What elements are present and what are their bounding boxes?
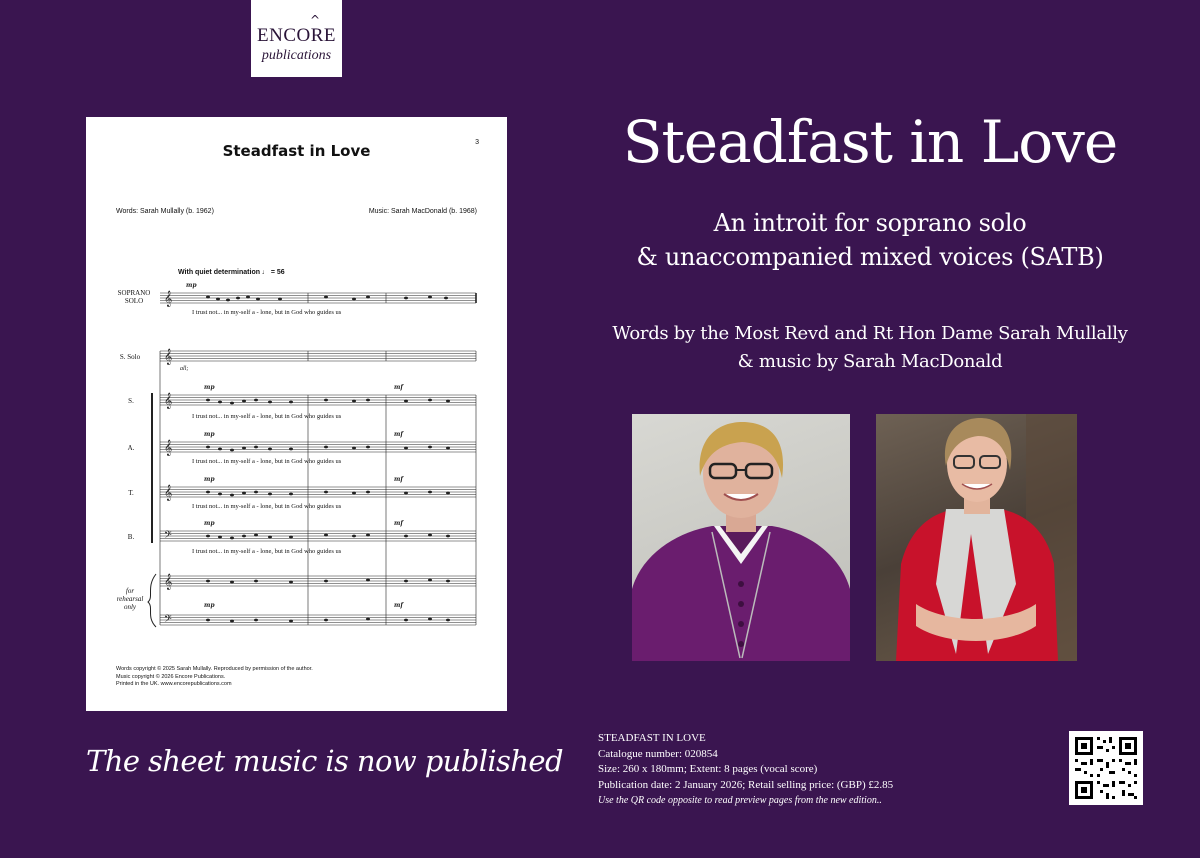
publication-info [598, 731, 893, 809]
svg-text:𝄞: 𝄞 [164, 574, 173, 590]
voice-label-alto: A. [127, 444, 135, 452]
lyrics-line: I trust not... in my-self a - lone, but in God who guides us [192, 458, 342, 465]
svg-text:mp: mp [204, 520, 215, 527]
bishop-portrait-illustration [632, 414, 850, 661]
qr-code-icon[interactable] [1069, 731, 1143, 805]
logo-name: ENCORE [257, 25, 336, 46]
voice-label-tenor: T. [128, 489, 134, 497]
svg-text:𝄢: 𝄢 [164, 613, 172, 627]
copyright-notice: Words copyright © 2025 Sarah Mullally. Reproduced by permission of the author. Music copyright © 2026 Encore Publications. Printed in the UK. www.encorepublications.com [116, 666, 313, 687]
svg-text:mp: mp [204, 602, 215, 609]
portrait-photo-composer [876, 414, 1077, 661]
svg-text:mp: mp [204, 384, 215, 391]
svg-text:𝄞: 𝄞 [164, 485, 173, 501]
svg-text:𝄞: 𝄞 [164, 440, 173, 456]
publication-date-price: Publication date: 2 January 2026; Retail selling price: (GBP) £2.85 [598, 778, 894, 791]
qr-note: Use the QR code opposite to read preview pages from the new edition.. [598, 795, 882, 806]
svg-text:mf: mf [394, 520, 403, 527]
tempo-marking: With quiet determination ♩ = 56 [178, 269, 285, 276]
voice-label-soprano: S. [128, 397, 134, 405]
qr-code-graphic [1069, 731, 1143, 805]
lyrics-line: I trust not... in my-self a - lone, but in God who guides us [192, 309, 342, 316]
svg-text:mf: mf [394, 431, 403, 438]
lyrics-line: I trust not... in my-self a - lone, but in God who guides us [192, 413, 342, 420]
subtitle: An introit for soprano solo & unaccompanied mixed voices (SATB) [636, 209, 1104, 271]
size-extent: Size: 260 x 180mm; Extent: 8 pages (vocal score) [598, 763, 818, 775]
voice-label-bass: B. [127, 533, 135, 541]
svg-text:mp: mp [204, 476, 215, 483]
lyrics-line: I trust not... in my-self a - lone, but in God who guides us [192, 548, 342, 555]
sheet-music-page [86, 117, 507, 711]
music-credit: Music: Sarah MacDonald (b. 1968) [368, 208, 477, 215]
svg-text:𝄞: 𝄞 [164, 393, 173, 409]
svg-text:mf: mf [394, 384, 403, 391]
catalogue-number: Catalogue number: 020854 [598, 747, 718, 760]
page-title: Steadfast in Love [622, 108, 1118, 176]
svg-text:mf: mf [394, 602, 403, 609]
svg-text:mf: mf [394, 476, 403, 483]
portrait-photo-bishop [632, 414, 850, 661]
credits: Words by the Most Revd and Rt Hon Dame Sarah Mullally & music by Sarah MacDonald [612, 323, 1128, 372]
circumflex-accent-icon: ^ [310, 13, 321, 27]
page-number: 3 [475, 139, 479, 146]
s-solo-label: S. Solo [119, 353, 141, 361]
sheet-title: Steadfast in Love [222, 142, 371, 160]
svg-text:mp: mp [204, 431, 215, 438]
words-credit: Words: Sarah Mullally (b. 1962) [116, 208, 214, 215]
svg-text:mp: mp [186, 282, 197, 289]
composer-portrait-illustration [876, 414, 1077, 661]
all-cue: all; [180, 366, 189, 372]
svg-text:𝄞: 𝄞 [164, 291, 173, 307]
encore-publications-logo [251, 0, 342, 77]
rehearsal-label: for rehearsal only [116, 587, 144, 611]
svg-text:𝄞: 𝄞 [164, 349, 173, 365]
info-heading: STEADFAST IN LOVE [598, 732, 706, 744]
svg-text:𝄢: 𝄢 [164, 529, 172, 543]
tagline: The sheet music is now published [86, 744, 563, 778]
lyrics-line: I trust not... in my-self a - lone, but in God who guides us [192, 503, 342, 510]
logo-sub: publications [261, 48, 332, 63]
soprano-solo-label: SOPRANO SOLO [117, 289, 151, 305]
